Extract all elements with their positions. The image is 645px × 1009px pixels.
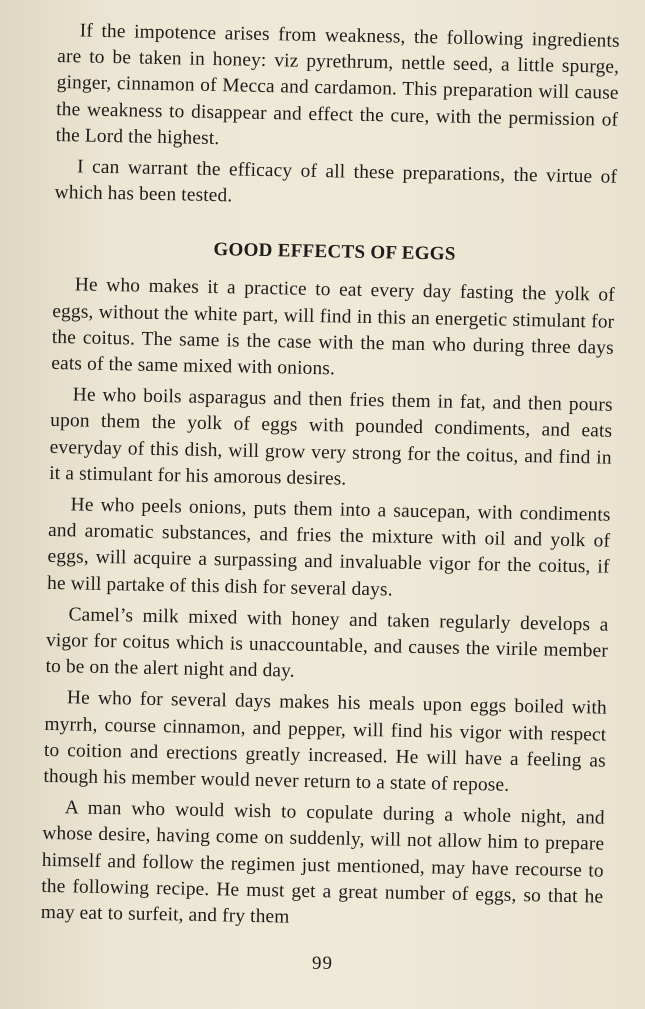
- section-paragraph-2: He who boils asparagus and then fries them in fat, and then pours upon them the yolk of eggs with pounded condiments, and eats everyday of this dish, will grow very strong for the coitus, and find in it a stimulant for his amorous desires.: [49, 384, 613, 490]
- page-number: 99: [312, 953, 333, 974]
- section-heading: GOOD EFFECTS OF EGGS: [213, 239, 456, 266]
- section-paragraph-6: A man who would wish to copulate during a whole night, and whose desire, having come on suddenly, will not allow him to prepare himself and follow the regimen just mentioned, may have recourse to the following recipe. He must get a great number of eggs, so that he may eat to surfeit, and fry them: [40, 797, 605, 928]
- intro-paragraph-2: I can warrant the efficacy of all these preparations, the virtue of which has been tested.: [54, 156, 618, 207]
- section-paragraph-3: He who peels onions, puts them into a saucepan, with condiments and aromatic substances, and fries the mixture with oil and yolk of eggs, will acquire a surpassing and invaluable vigor for the coitus, if he will partake of this dish for several days.: [46, 494, 611, 601]
- section-paragraph-5: He who for several days makes his meals upon eggs boiled with myrrh, course cinnamon, and pepper, will find his vigor with respect to coition and erections greatly increased. He will have a feeling as though his member would never return to a state of repose.: [43, 687, 608, 796]
- section-paragraph-4: Camel’s milk mixed with honey and taken regularly develops a vigor for coitus which is unaccountable, and causes the virile member to be on the alert night and day.: [45, 604, 609, 682]
- page-text-block: [40, 18, 619, 942]
- section-paragraph-1: He who makes it a practice to eat every day fasting the yolk of eggs, without the white part, will find in this an energetic stimulant for the coitus. The same is the case with the man who during three days eats of the same mixed with onions.: [51, 274, 615, 380]
- intro-paragraph-1: If the impotence arises from weakness, the following ingredients are to be taken in honey: viz pyrethrum, nettle seed, a little spurge, ginger, cinnamon of Mecca and cardamon. This preparation will cause the weakness to disappear and effect the cure, with the permission of the Lord the highest.: [55, 20, 620, 149]
